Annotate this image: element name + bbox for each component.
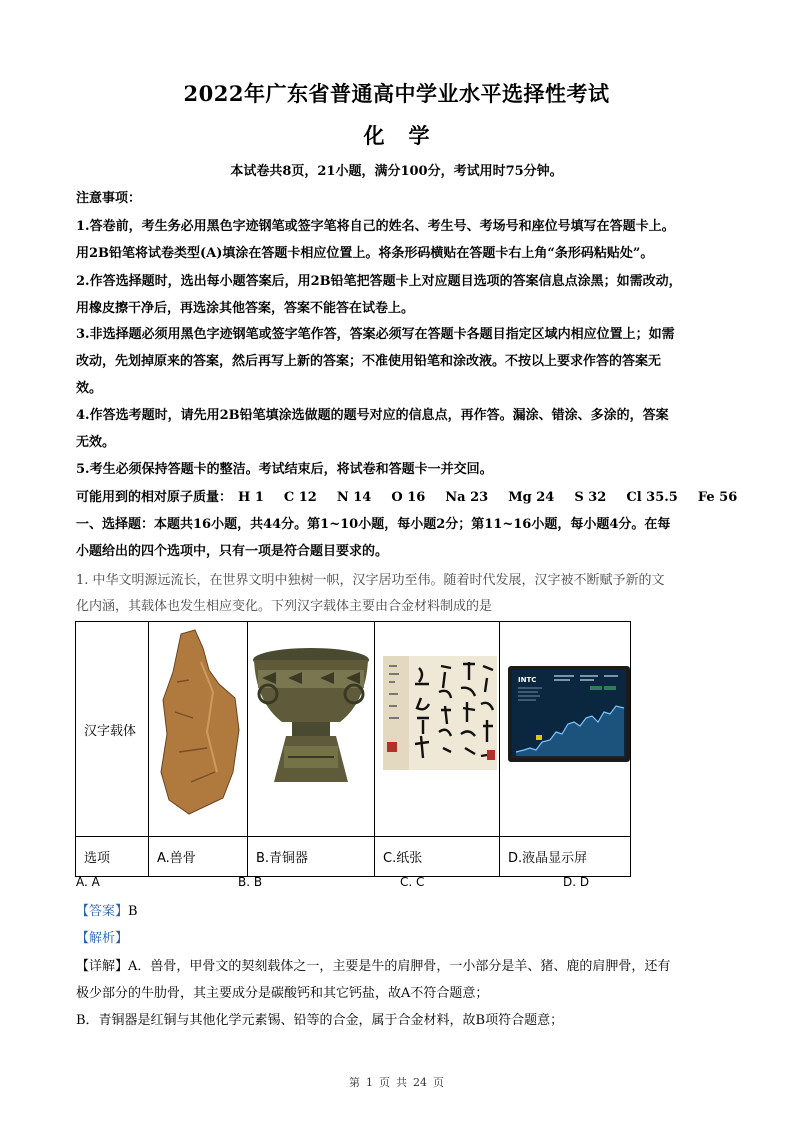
subject-title [0,120,793,150]
calligraphy-paper-icon [375,622,499,832]
atomic-mass-item: C 12 [283,490,317,505]
footer-word: 页 [433,1076,444,1089]
atomic-mass-item: Cl 35.5 [626,490,678,505]
answer-choice-b: B. B [238,875,263,889]
notice-heading: 注意事项： [76,191,142,206]
bronze-vessel-icon [248,622,374,832]
answer-choice-c: C. C [400,875,425,889]
footer-word: 页 [379,1076,390,1089]
atomic-mass-item: H 1 [238,490,264,505]
atomic-mass-item: Na 23 [445,490,489,505]
detail-line: 【详解】A．兽骨，甲骨文的契刻载体之一，主要是牛的肩胛骨，一小部分是羊、猪、鹿的肩胛骨，还有 [76,959,671,974]
subject-char-2: 学 [408,123,430,148]
notice-line: 2.作答选择题时，选出每小题答案后，用2B铅笔把答题卡上对应题目选项的答案信息点涂黑；如需改动， [76,274,682,289]
image-bone [149,622,248,837]
lcd-screen-icon [500,622,630,832]
notice-line: 1.答卷前，考生务必用黑色字迹钢笔或签字笔将自己的姓名、考生号、考场号和座位号填写在答题卡上。 [76,219,675,234]
row-label-option: 选项 [76,837,149,877]
footer-word: 共 [396,1076,407,1089]
atomic-mass-item: N 14 [336,490,372,505]
atomic-mass-item: O 16 [391,490,426,505]
option-d: D.液晶显示屏 [500,837,631,877]
atomic-mass-label: 可能用到的相对原子质量： [76,490,233,505]
atomic-mass-item: Fe 56 [697,490,738,505]
question-stem: 1. 中华文明源远流长，在世界文明中独树一帜，汉字居功至伟。随着时代发展，汉字被不断赋予新的文 [76,573,665,588]
notice-line: 用橡皮擦干净后，再选涂其他答案，答案不能答在试卷上。 [76,301,415,316]
option-b: B.青铜器 [248,837,375,877]
carrier-table [75,621,631,877]
answer-choice-d: D. D [563,875,590,889]
answer-choice-a: A. A [76,875,100,889]
option-a: A.兽骨 [149,837,248,877]
screen-ticker: INTC [518,676,537,684]
notice-line: 无效。 [76,435,116,450]
atomic-mass-item: Mg 24 [508,490,555,505]
answer-line [76,900,138,919]
detail-line: B．青铜器是红铜与其他化学元素锡、铅等的合金，属于合金材料，故B项符合题意； [76,1013,564,1028]
notice-line: 3.非选择题必须用黑色字迹钢笔或签字笔作答，答案必须写在答题卡各题目指定区域内相应位置上；如需 [76,327,675,342]
question-stem: 化内涵，其载体也发生相应变化。下列汉字载体主要由合金材料制成的是 [76,599,493,614]
page-footer [0,1074,793,1090]
subject-char-1: 化 [363,123,385,148]
page-number: 1 [366,1076,373,1089]
atomic-mass-line [76,486,757,505]
detail-line: 极少部分的牛肋骨，其主要成分是碳酸钙和其它钙盐，故A不符合题意； [76,986,489,1001]
image-bronze [248,622,375,837]
atomic-mass-item: S 32 [574,490,607,505]
notice-line: 4.作答选考题时，请先用2B铅笔填涂选做题的题号对应的信息点，再作答。漏涂、错涂、多涂的，答案 [76,408,669,423]
notice-line: 效。 [76,381,103,396]
footer-word: 第 [349,1076,360,1089]
total-pages: 24 [413,1076,427,1089]
image-paper [375,622,500,837]
section-heading: 一、选择题：本题共16小题，共44分。第1~10小题，每小题2分；第11~16小题，每小题4分。在每 [76,517,671,532]
notice-line: 5.考生必须保持答题卡的整洁。考试结束后，将试卷和答题卡一并交回。 [76,462,493,477]
notice-line: 改动，先划掉原来的答案，然后再写上新的答案；不准使用铅笔和涂改液。不按以上要求作答的答案无 [76,354,662,369]
image-lcd-screen [500,622,631,837]
row-label-carrier: 汉字载体 [76,622,149,837]
bone-icon [149,622,247,832]
answer-value: B [128,904,138,919]
option-c: C.纸张 [375,837,500,877]
exam-meta: 本试卷共8页，21小题，满分100分，考试用时75分钟。 [230,164,563,179]
analysis-tag: 【解析】 [76,931,129,946]
answer-tag: 【答案】 [76,904,129,919]
section-heading: 小题给出的四个选项中，只有一项是符合题目要求的。 [76,544,389,559]
exam-title: 2022年广东省普通高中学业水平选择性考试 [183,81,610,106]
notice-line: 用2B铅笔将试卷类型(A)填涂在答题卡相应位置上。将条形码横贴在答题卡右上角“条形码粘贴处”。 [76,246,654,261]
